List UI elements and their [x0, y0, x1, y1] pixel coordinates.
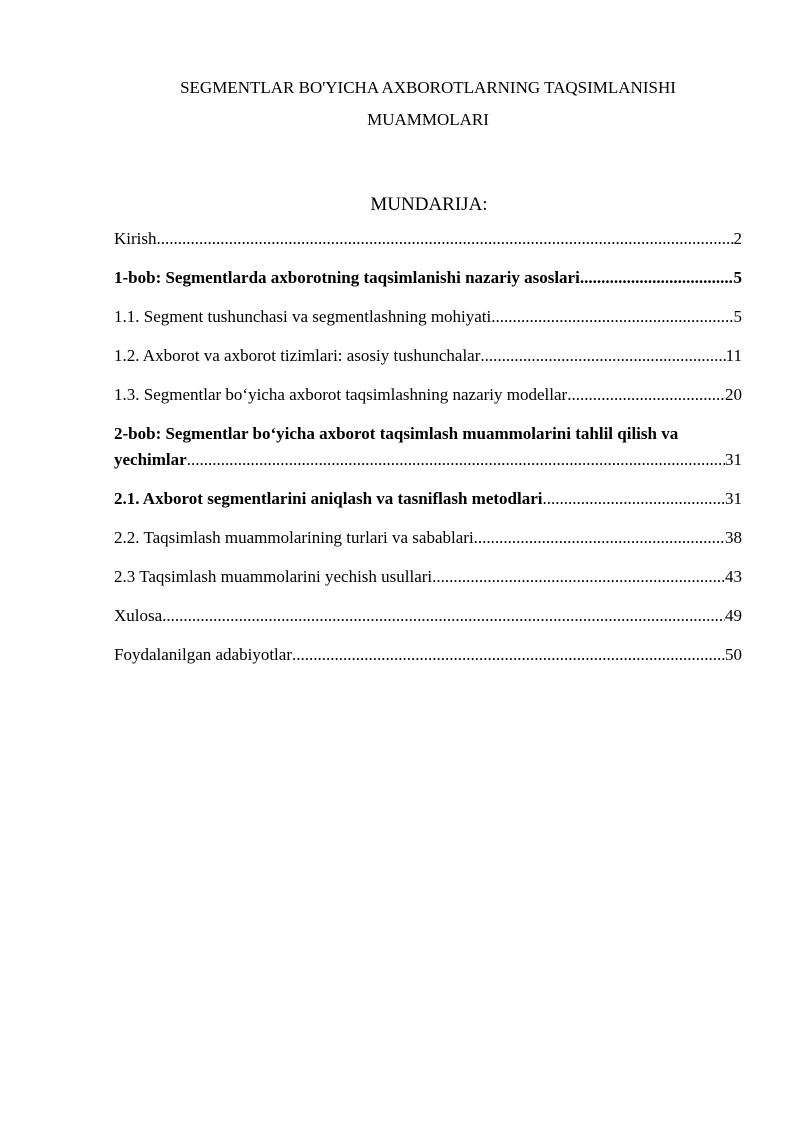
toc-page-number: 49	[725, 606, 742, 625]
dot-leader	[580, 265, 734, 291]
toc-label: 2.2. Taqsimlash muammolarining turlari va sabablari	[114, 528, 474, 547]
dot-leader	[157, 226, 734, 252]
toc-entry-adabiyotlar	[114, 642, 742, 668]
toc-entry-bob2	[114, 421, 742, 473]
toc-entry-kirish	[114, 226, 742, 252]
toc-page-number: 11	[725, 346, 742, 365]
toc-entry-1-2	[114, 343, 742, 369]
toc-entry-2-3	[114, 564, 742, 590]
dot-leader	[543, 486, 726, 512]
table-of-contents	[114, 226, 742, 681]
toc-page-number: 43	[725, 567, 742, 586]
toc-page-number: 38	[725, 528, 742, 547]
dot-leader	[292, 642, 725, 668]
toc-label: Foydalanilgan adabiyotlar	[114, 645, 292, 664]
toc-page-number: 31	[725, 450, 742, 469]
dot-leader	[474, 525, 725, 551]
toc-entry-1-3	[114, 382, 742, 408]
toc-label: 1-bob: Segmentlarda axborotning taqsimlanishi nazariy asoslari	[114, 268, 580, 287]
document-title-line1: SEGMENTLAR BO'YICHA AXBOROTLARNING TAQSIMLANISHI	[180, 78, 676, 97]
toc-page-number: 50	[725, 645, 742, 664]
dot-leader	[567, 382, 725, 408]
toc-entry-bob1	[114, 265, 742, 291]
toc-label: 1.1. Segment tushunchasi va segmentlashning mohiyati	[114, 307, 492, 326]
toc-label: Xulosa	[114, 606, 163, 625]
dot-leader	[491, 304, 733, 330]
toc-page-number: 5	[733, 268, 742, 287]
dot-leader	[480, 343, 725, 369]
toc-label-line1: 2-bob: Segmentlar bo‘yicha axborot taqsimlash muammolarini tahlil qilish va	[114, 424, 679, 443]
toc-label: 2.3 Taqsimlash muammolarini yechish usullari	[114, 567, 433, 586]
toc-page-number: 20	[725, 385, 742, 404]
toc-page-number: 31	[725, 489, 742, 508]
dot-leader	[162, 603, 725, 629]
toc-page-number: 5	[733, 307, 742, 326]
toc-label: 1.3. Segmentlar bo‘yicha axborot taqsimlashning nazariy modellar	[114, 385, 568, 404]
toc-page-number: 2	[733, 229, 742, 248]
toc-label: Kirish	[114, 229, 157, 248]
toc-label-line2: yechimlar	[114, 450, 187, 469]
toc-label: 2.1. Axborot segmentlarini aniqlash va tasniflash metodlari	[114, 489, 543, 508]
toc-entry-2-1	[114, 486, 742, 512]
dot-leader	[187, 447, 725, 473]
toc-label: 1.2. Axborot va axborot tizimlari: asosiy tushunchalar	[114, 346, 481, 365]
toc-entry-2-2	[114, 525, 742, 551]
dot-leader	[432, 564, 725, 590]
toc-entry-xulosa	[114, 603, 742, 629]
document-title-line2: MUAMMOLARI	[367, 110, 489, 129]
contents-heading: MUNDARIJA:	[370, 194, 488, 215]
toc-entry-1-1	[114, 304, 742, 330]
